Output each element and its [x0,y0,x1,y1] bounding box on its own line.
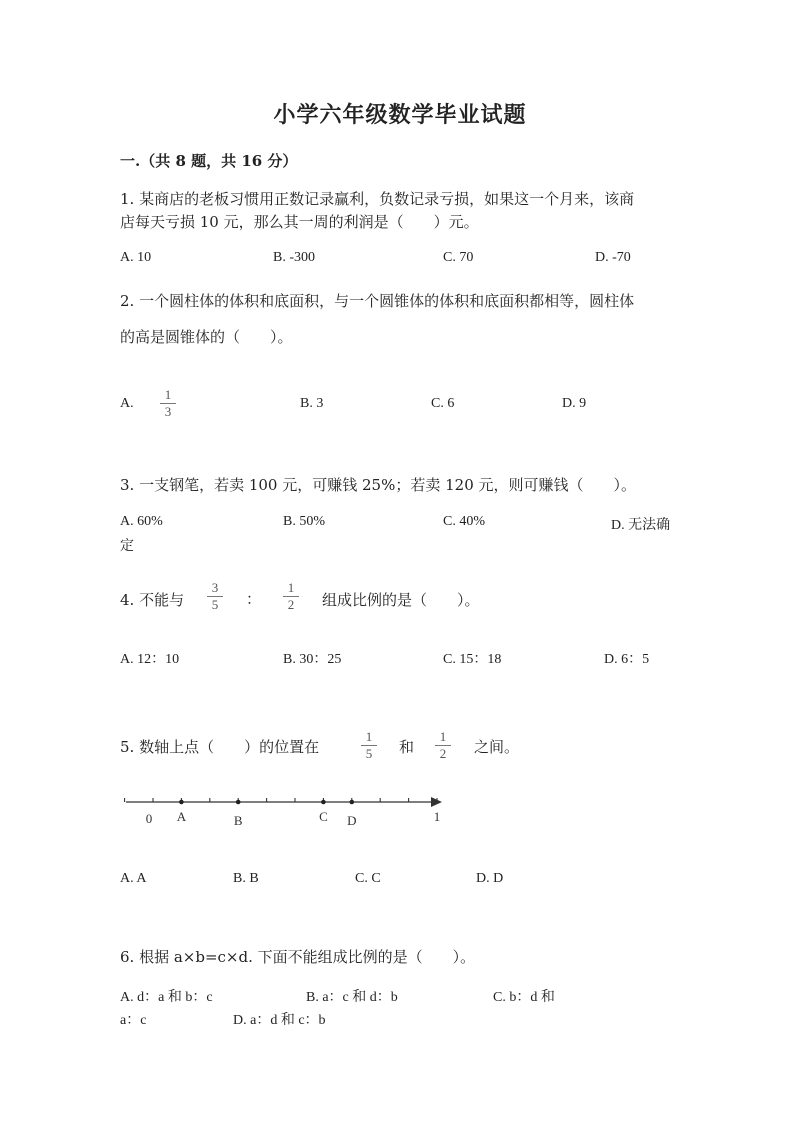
number-line-point-b [236,800,241,805]
number-line-point-label: C [319,809,328,824]
question-2-option-a: A. [120,396,134,411]
question-3-option-d-wrap: 定 [120,539,134,554]
question-3-option-d: D. 无法确 [611,518,671,533]
question-5-fraction-1 [361,730,377,761]
question-6-option-b: B. a：c 和 d：b [306,990,398,1005]
question-1-option-d: D. -70 [595,250,631,265]
number-line-point-label: D [347,813,357,828]
question-4-option-b: B. 30：25 [283,652,342,667]
question-2-line-2: 的高是圆锥体的（ ）。 [120,328,293,346]
fraction-denominator: 5 [211,597,219,612]
question-6-line-1: 6. 根据 a×b=c×d. 下面不能组成比例的是（ ）。 [120,948,476,966]
question-6-option-a: A. d：a 和 b：c [120,990,213,1005]
question-5-option-c: C. C [355,871,381,886]
question-1-line-1: 1. 某商店的老板习惯用正数记录赢利，负数记录亏损，如果这一个月来，该商 [120,190,635,208]
question-2-option-d: D. 9 [562,396,587,411]
number-line-point-label: A [176,809,187,824]
number-line-label-one: 1 [433,809,441,824]
question-3-line-1: 3. 一支钢笔，若卖 100 元，可赚钱 25%；若卖 120 元，则可赚钱（ ）。 [120,476,637,494]
question-5-and: 和 [399,738,415,756]
fraction-numerator: 1 [287,580,295,595]
question-4-option-c: C. 15：18 [443,652,502,667]
question-3-option-b: B. 50% [283,514,325,529]
fraction-denominator: 5 [365,746,373,761]
question-6-option-c: C. b：d 和 [493,990,555,1005]
number-line-point-a [179,800,184,805]
number-line-point-d [350,800,355,805]
question-5-suffix: 之间。 [474,738,520,756]
number-line-point-label: B [233,813,243,828]
question-2-option-b: B. 3 [300,396,324,411]
question-4-fraction-2 [283,581,299,612]
question-5-option-b: B. B [233,871,259,886]
fraction-denominator: 3 [164,404,172,419]
question-3-option-c: C. 40% [443,514,485,529]
question-2-line-1: 2. 一个圆柱体的体积和底面积，与一个圆锥体的体积和底面积都相等，圆柱体 [120,292,635,310]
section-heading: 一.（共 8 题，共 16 分） [120,152,298,170]
question-5-option-a: A. A [120,871,147,886]
question-5-prefix: 5. 数轴上点（ ）的位置在 [120,738,320,756]
question-2-option-a-fraction [160,388,176,419]
fraction-numerator: 1 [164,387,172,402]
page-title: 小学六年级数学毕业试题 [273,102,527,128]
question-5-option-d: D. D [476,871,504,886]
fraction-numerator: 3 [211,580,219,595]
question-4-suffix: 组成比例的是（ ）。 [322,591,480,609]
question-6-option-d: D. a：d 和 c：b [233,1013,326,1028]
fraction-numerator: 1 [365,729,373,744]
number-line-points [177,800,357,828]
question-5-fraction-2 [435,730,451,761]
question-4-colon: ： [246,590,262,608]
question-4-prefix: 4. 不能与 [120,591,185,609]
number-line-point-c [321,800,326,805]
fraction-numerator: 1 [439,729,447,744]
question-1-option-b: B. -300 [273,250,315,265]
fraction-denominator: 2 [287,597,295,612]
question-1-line-2: 店每天亏损 10 元，那么其一周的利润是（ ）元。 [120,213,479,231]
question-1-option-a: A. 10 [120,250,152,265]
number-line [120,788,460,838]
question-4-fraction-1 [207,581,223,612]
question-2-option-c: C. 6 [431,396,455,411]
fraction-denominator: 2 [439,746,447,761]
question-1-option-c: C. 70 [443,250,474,265]
question-6-option-c-wrap: a：c [120,1013,147,1028]
number-line-label-zero: 0 [145,811,153,826]
question-4-option-a: A. 12：10 [120,652,180,667]
question-3-option-a: A. 60% [120,514,163,529]
question-4-option-d: D. 6：5 [604,652,650,667]
